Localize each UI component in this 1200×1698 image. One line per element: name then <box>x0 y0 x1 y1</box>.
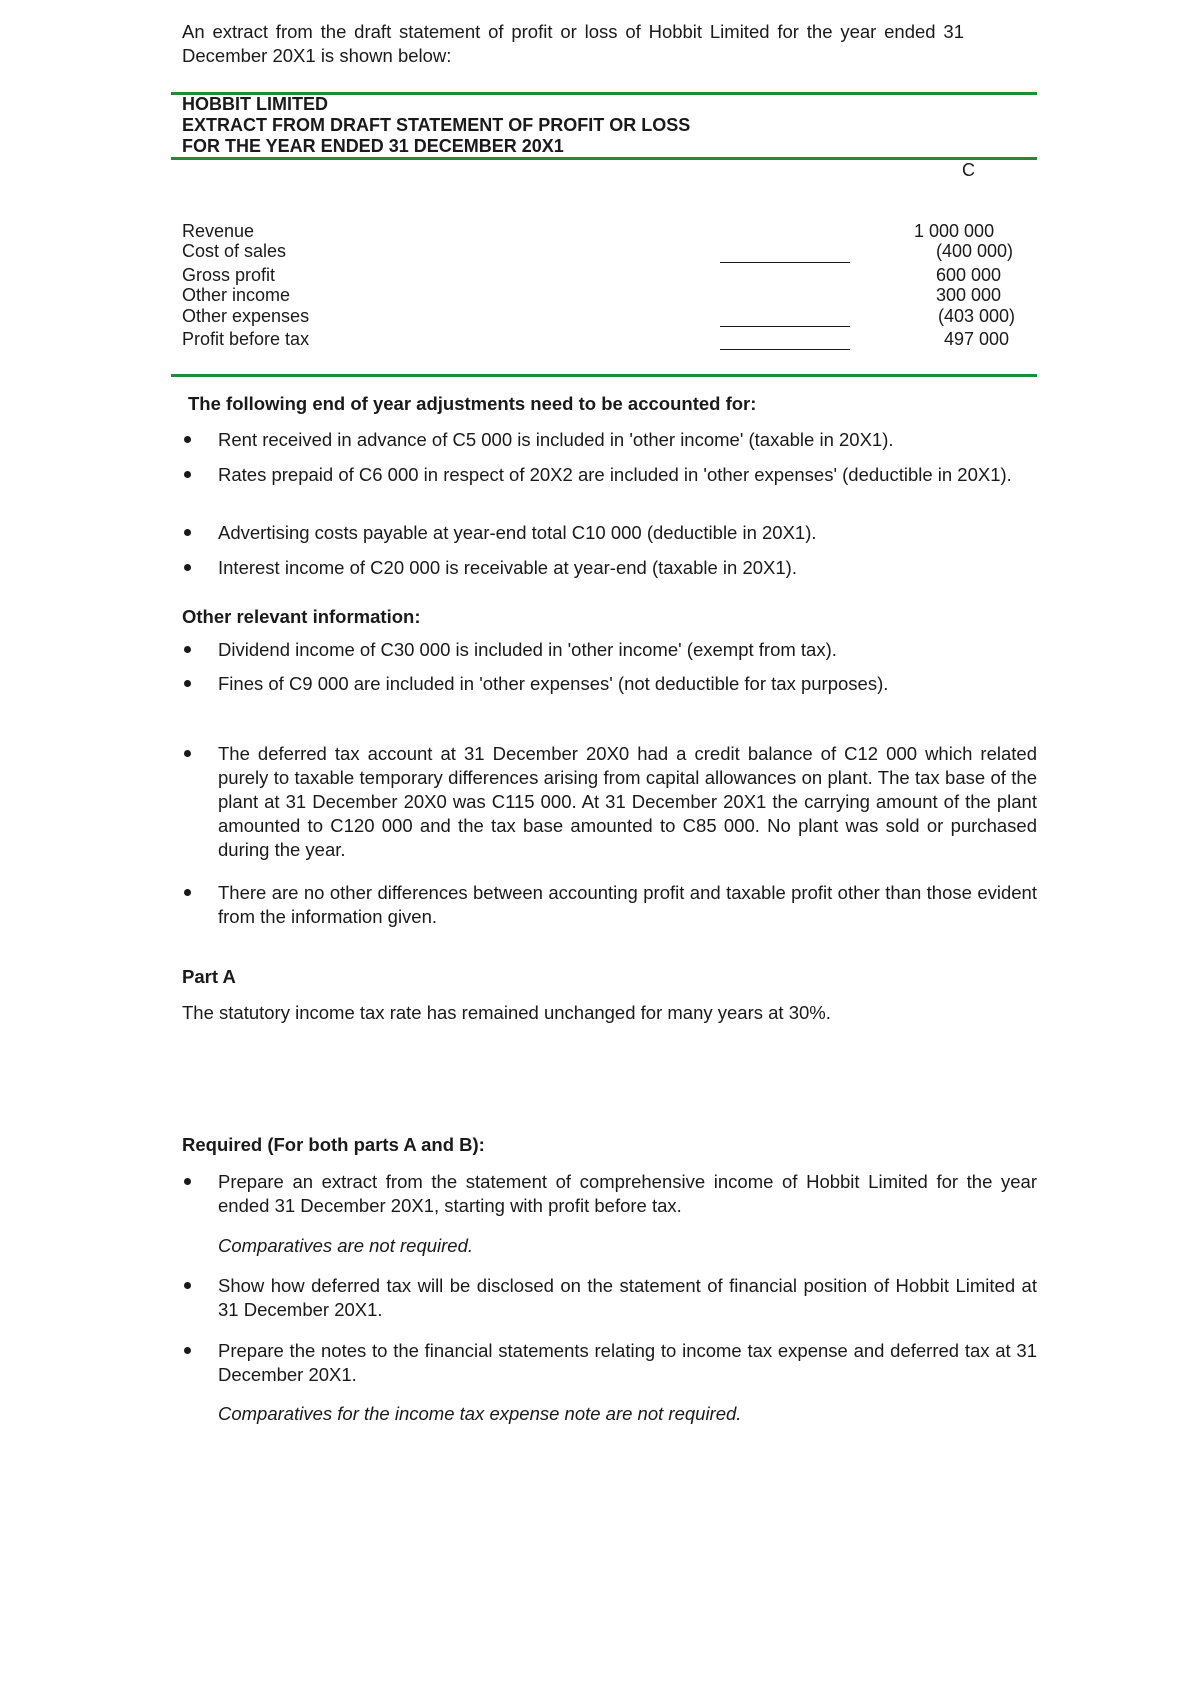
row-label: Revenue <box>182 221 255 241</box>
row-amount: 1 000 000 <box>914 221 995 241</box>
subtotal-underline <box>720 262 850 263</box>
statement-row-gross-profit <box>182 265 1032 286</box>
heading-bottom-rule <box>171 157 1037 160</box>
row-amount: 300 000 <box>936 285 1002 305</box>
row-label: Gross profit <box>182 265 276 285</box>
table-bottom-rule <box>171 374 1037 377</box>
intro-paragraph: An extract from the draft statement of profit or loss of Hobbit Limited for the year ended 31 December 20X1 is shown below: <box>182 21 964 66</box>
statement-title: EXTRACT FROM DRAFT STATEMENT OF PROFIT OR LOSS <box>182 115 691 135</box>
row-label: Profit before tax <box>182 329 310 349</box>
currency-header: C <box>962 160 975 180</box>
row-amount: (400 000) <box>936 241 1014 261</box>
total-underline <box>720 349 850 350</box>
row-label: Other expenses <box>182 306 310 326</box>
other-info-title: Other relevant information: <box>182 606 421 627</box>
part-a-text: The statutory income tax rate has remained unchanged for many years at 30%. <box>182 1002 831 1023</box>
required-note: Comparatives for the income tax expense note are not required. <box>218 1403 742 1424</box>
statement-row-other-expenses <box>182 306 1032 327</box>
adjustments-title: The following end of year adjustments need to be accounted for: <box>188 393 757 414</box>
row-amount: 497 000 <box>944 329 1010 349</box>
statement-row-revenue <box>182 221 1032 242</box>
part-a-title: Part A <box>182 966 236 987</box>
row-label: Other income <box>182 285 291 305</box>
statement-heading <box>182 94 982 157</box>
row-amount: (403 000) <box>938 306 1016 326</box>
document-page: An extract from the draft statement of profit or loss of Hobbit Limited for the year ended 31 December 20X1 is shown below: HOBBIT LIMITED EXTRACT FROM DRAFT STATEMENT OF PROFIT OR LOSS FOR THE YEAR ENDED 31 DECEMBER 20X1 C Revenue 1 000 000 Cost of sales (400 000) Gross profit 600 000 Other income 300 000 Other expenses (403 000) Profit before tax 497 000 The following end of year adjustments need to be accounted for: Rent received in advance of C5 000 is included in 'other income' (taxable in 20X1). Rates prepaid of C6 000 in respect of 20X2 are included in 'other expenses' (deductible in 20X1). Advertising costs payable at year-end total C10 000 (deductible in 20X1). Interest income of C20 000 is receivable at year-end (taxable in 20X1). Other relevant information: Dividend income of C30 000 is included in 'other income' (exempt from tax). Fines of C9 000 are included in 'other expenses' (not deductible for tax purposes). The deferred tax account at 31 December 20X0 had a credit balance of C12 000 which related purely to taxable temporary differences arising from capital allowances on plant. The tax base of the plant at 31 December 20X0 was C115 000. At 31 December 20X1 the carrying amount of the plant amounted to C120 000 and the tax base amounted to C85 000. No plant was sold or purchased during the year. There are no other differences between accounting profit and taxable profit other than those evident from the information given. Part A The statutory income tax rate has remained unchanged for many years at 30%. Required (For both parts A and B): Prepare an extract from the statement of comprehensive income of Hobbit Limited for the year ended 31 December 20X1, starting with profit before tax. Comparatives are not required. Show how deferred tax will be disclosed on the statement of financial position of Hobbit Limited at 31 December 20X1. Prepare the notes to the financial statements relating to income tax expense and deferred tax at 31 December 20X1. Comparatives for the income tax expense note are not required. <box>0 0 1200 1698</box>
statement-period: FOR THE YEAR ENDED 31 DECEMBER 20X1 <box>182 136 564 156</box>
row-amount: 600 000 <box>936 265 1002 285</box>
statement-row-cost-of-sales <box>182 241 1032 262</box>
subtotal-underline <box>720 326 850 327</box>
statement-row-other-income <box>182 285 1032 306</box>
required-title: Required (For both parts A and B): <box>182 1134 485 1155</box>
statement-row-profit-before-tax <box>182 329 1032 350</box>
required-note: Comparatives are not required. <box>218 1235 474 1256</box>
company-name: HOBBIT LIMITED <box>182 94 328 114</box>
row-label: Cost of sales <box>182 241 287 261</box>
